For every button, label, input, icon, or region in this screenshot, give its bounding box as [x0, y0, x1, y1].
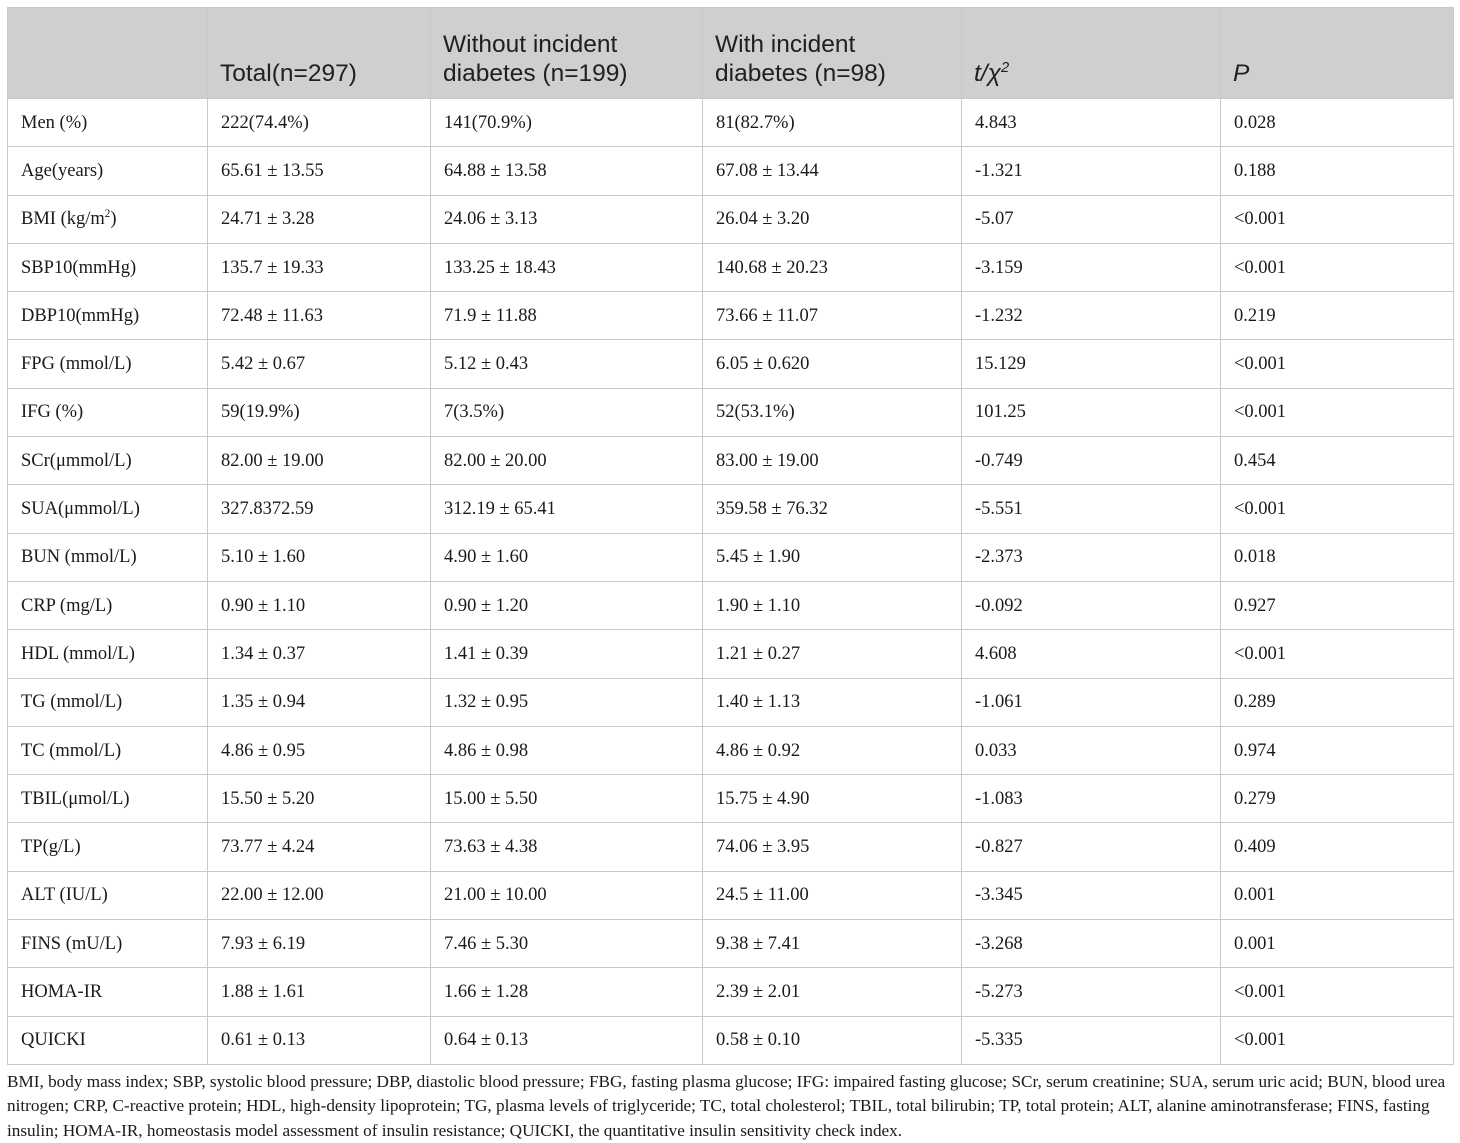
- row-label: DBP10(mmHg): [8, 292, 208, 340]
- cell-total: 4.86 ± 0.95: [208, 726, 431, 774]
- cell-total: 22.00 ± 12.00: [208, 871, 431, 919]
- cell-p: <0.001: [1221, 195, 1454, 243]
- table-row: [8, 99, 1454, 147]
- row-label-end: ): [110, 209, 117, 230]
- row-label: SBP10(mmHg): [8, 243, 208, 291]
- row-label-sup: 2: [104, 208, 111, 221]
- cell-stat: -0.827: [962, 823, 1221, 871]
- table-row: [8, 726, 1454, 774]
- header-p-value: [1221, 8, 1454, 99]
- table-row: [8, 292, 1454, 340]
- cell-with: 26.04 ± 3.20: [703, 195, 962, 243]
- cell-total: 59(19.9%): [208, 388, 431, 436]
- cell-with: 83.00 ± 19.00: [703, 437, 962, 485]
- row-label: FPG (mmol/L): [8, 340, 208, 388]
- cell-with: 73.66 ± 11.07: [703, 292, 962, 340]
- cell-total: 24.71 ± 3.28: [208, 195, 431, 243]
- cell-total: 327.8372.59: [208, 485, 431, 533]
- cell-with: 359.58 ± 76.32: [703, 485, 962, 533]
- table-row: [8, 630, 1454, 678]
- cell-total: 82.00 ± 19.00: [208, 437, 431, 485]
- cell-with: 74.06 ± 3.95: [703, 823, 962, 871]
- cell-with: 5.45 ± 1.90: [703, 533, 962, 581]
- table-row: [8, 437, 1454, 485]
- row-label: HOMA-IR: [8, 968, 208, 1016]
- cell-stat: -1.061: [962, 678, 1221, 726]
- cell-p: <0.001: [1221, 485, 1454, 533]
- row-label: HDL (mmol/L): [8, 630, 208, 678]
- cell-p: 0.289: [1221, 678, 1454, 726]
- cell-total: 5.42 ± 0.67: [208, 340, 431, 388]
- table-row: [8, 678, 1454, 726]
- cell-with: 67.08 ± 13.44: [703, 147, 962, 195]
- cell-without: 21.00 ± 10.00: [431, 871, 703, 919]
- cell-without: 1.41 ± 0.39: [431, 630, 703, 678]
- cell-without: 0.64 ± 0.13: [431, 1016, 703, 1064]
- cell-p: <0.001: [1221, 1016, 1454, 1064]
- cell-with: 1.90 ± 1.10: [703, 581, 962, 629]
- row-label: Men (%): [8, 99, 208, 147]
- table-footnote: BMI, body mass index; SBP, systolic blood pressure; DBP, diastolic blood pressure; FBG, fasting plasma glucose; IFG: impaired fasting glucose; SCr, serum creatinine; SUA, serum uric acid; BUN, blood urea nitrogen; CRP, C-reactive protein; HDL, high-density lipoprotein; TG, plasma levels of triglyceride; TC, total cholesterol; TBIL, total bilirubin; TP, total protein; ALT, alanine aminotransferase; FINS, fasting insulin; HOMA-IR, homeostasis model assessment of insulin resistance; QUICKI, the quantitative insulin sensitivity check index.: [7, 1071, 1446, 1140]
- cell-without: 4.90 ± 1.60: [431, 533, 703, 581]
- row-label: TC (mmol/L): [8, 726, 208, 774]
- row-label: [8, 195, 208, 243]
- cell-with: 6.05 ± 0.620: [703, 340, 962, 388]
- row-label: SCr(μmmol/L): [8, 437, 208, 485]
- cell-p: 0.974: [1221, 726, 1454, 774]
- cell-p: 0.018: [1221, 533, 1454, 581]
- cell-total: 65.61 ± 13.55: [208, 147, 431, 195]
- cell-with: 81(82.7%): [703, 99, 962, 147]
- cell-total: 222(74.4%): [208, 99, 431, 147]
- cell-total: 1.34 ± 0.37: [208, 630, 431, 678]
- cell-with: 24.5 ± 11.00: [703, 871, 962, 919]
- row-label-base: BMI (kg/m: [21, 209, 105, 230]
- header-test-statistic-label: t/χ: [974, 60, 1001, 87]
- cell-stat: -3.345: [962, 871, 1221, 919]
- row-label: ALT (IU/L): [8, 871, 208, 919]
- table-row: [8, 533, 1454, 581]
- header-variable: [8, 8, 208, 99]
- cell-without: 133.25 ± 18.43: [431, 243, 703, 291]
- cell-total: 7.93 ± 6.19: [208, 920, 431, 968]
- cell-with: 52(53.1%): [703, 388, 962, 436]
- cell-stat: -5.07: [962, 195, 1221, 243]
- cell-total: 73.77 ± 4.24: [208, 823, 431, 871]
- cell-without: 7.46 ± 5.30: [431, 920, 703, 968]
- cell-without: 24.06 ± 3.13: [431, 195, 703, 243]
- table-row: [8, 195, 1454, 243]
- cell-total: 1.88 ± 1.61: [208, 968, 431, 1016]
- cell-p: <0.001: [1221, 968, 1454, 1016]
- cell-without: 141(70.9%): [431, 99, 703, 147]
- table-row: [8, 581, 1454, 629]
- cell-p: <0.001: [1221, 630, 1454, 678]
- cell-p: 0.001: [1221, 871, 1454, 919]
- cell-stat: -0.092: [962, 581, 1221, 629]
- header-row: [8, 8, 1454, 99]
- cell-with: 140.68 ± 20.23: [703, 243, 962, 291]
- cell-stat: -1.232: [962, 292, 1221, 340]
- cell-stat: 15.129: [962, 340, 1221, 388]
- row-label: TBIL(μmol/L): [8, 775, 208, 823]
- cell-with: 1.21 ± 0.27: [703, 630, 962, 678]
- cell-without: 4.86 ± 0.98: [431, 726, 703, 774]
- cell-stat: -5.551: [962, 485, 1221, 533]
- row-label: QUICKI: [8, 1016, 208, 1064]
- cell-p: 0.927: [1221, 581, 1454, 629]
- row-label: IFG (%): [8, 388, 208, 436]
- cell-stat: -5.273: [962, 968, 1221, 1016]
- table-row: [8, 775, 1454, 823]
- cell-stat: -3.159: [962, 243, 1221, 291]
- cell-without: 15.00 ± 5.50: [431, 775, 703, 823]
- cell-p: 0.279: [1221, 775, 1454, 823]
- header-total: Total(n=297): [208, 8, 431, 99]
- cell-without: 5.12 ± 0.43: [431, 340, 703, 388]
- cell-stat: -0.749: [962, 437, 1221, 485]
- cell-total: 0.90 ± 1.10: [208, 581, 431, 629]
- cell-with: 2.39 ± 2.01: [703, 968, 962, 1016]
- cell-p: 0.219: [1221, 292, 1454, 340]
- cell-stat: 4.608: [962, 630, 1221, 678]
- table-row: [8, 243, 1454, 291]
- row-label: TP(g/L): [8, 823, 208, 871]
- table-row: [8, 1016, 1454, 1064]
- table-row: [8, 871, 1454, 919]
- cell-total: 0.61 ± 0.13: [208, 1016, 431, 1064]
- cell-total: 15.50 ± 5.20: [208, 775, 431, 823]
- cell-without: 0.90 ± 1.20: [431, 581, 703, 629]
- cell-p: 0.188: [1221, 147, 1454, 195]
- cell-total: 5.10 ± 1.60: [208, 533, 431, 581]
- cell-stat: 101.25: [962, 388, 1221, 436]
- cell-p: 0.454: [1221, 437, 1454, 485]
- cell-without: 71.9 ± 11.88: [431, 292, 703, 340]
- table-container: [7, 7, 1453, 1143]
- cell-with: 15.75 ± 4.90: [703, 775, 962, 823]
- cell-without: 312.19 ± 65.41: [431, 485, 703, 533]
- header-test-statistic: [962, 8, 1221, 99]
- cell-with: 0.58 ± 0.10: [703, 1016, 962, 1064]
- cell-stat: 4.843: [962, 99, 1221, 147]
- cell-without: 64.88 ± 13.58: [431, 147, 703, 195]
- cell-stat: 0.033: [962, 726, 1221, 774]
- cell-without: 1.66 ± 1.28: [431, 968, 703, 1016]
- table-header: [8, 8, 1454, 99]
- table-row: [8, 823, 1454, 871]
- cell-total: 72.48 ± 11.63: [208, 292, 431, 340]
- table-row: [8, 340, 1454, 388]
- cell-stat: -2.373: [962, 533, 1221, 581]
- table-row: [8, 920, 1454, 968]
- cell-with: 1.40 ± 1.13: [703, 678, 962, 726]
- cell-p: 0.409: [1221, 823, 1454, 871]
- cell-with: 4.86 ± 0.92: [703, 726, 962, 774]
- row-label: TG (mmol/L): [8, 678, 208, 726]
- row-label: FINS (mU/L): [8, 920, 208, 968]
- table-row: [8, 388, 1454, 436]
- cell-p: 0.028: [1221, 99, 1454, 147]
- baseline-characteristics-table: [7, 7, 1454, 1065]
- cell-p: <0.001: [1221, 340, 1454, 388]
- row-label: SUA(μmmol/L): [8, 485, 208, 533]
- row-label: Age(years): [8, 147, 208, 195]
- table-row: [8, 485, 1454, 533]
- cell-without: 7(3.5%): [431, 388, 703, 436]
- header-p-label: P: [1233, 60, 1250, 87]
- cell-total: 1.35 ± 0.94: [208, 678, 431, 726]
- cell-stat: -3.268: [962, 920, 1221, 968]
- cell-p: 0.001: [1221, 920, 1454, 968]
- cell-stat: -1.321: [962, 147, 1221, 195]
- table-row: [8, 147, 1454, 195]
- header-without-diabetes: Without incident diabetes (n=199): [431, 8, 703, 99]
- cell-p: <0.001: [1221, 243, 1454, 291]
- cell-with: 9.38 ± 7.41: [703, 920, 962, 968]
- row-label: BUN (mmol/L): [8, 533, 208, 581]
- cell-stat: -1.083: [962, 775, 1221, 823]
- header-with-diabetes: With incident diabetes (n=98): [703, 8, 962, 99]
- cell-without: 82.00 ± 20.00: [431, 437, 703, 485]
- cell-stat: -5.335: [962, 1016, 1221, 1064]
- row-label: CRP (mg/L): [8, 581, 208, 629]
- cell-total: 135.7 ± 19.33: [208, 243, 431, 291]
- table-body: [8, 99, 1454, 1065]
- cell-without: 1.32 ± 0.95: [431, 678, 703, 726]
- cell-without: 73.63 ± 4.38: [431, 823, 703, 871]
- cell-p: <0.001: [1221, 388, 1454, 436]
- table-row: [8, 968, 1454, 1016]
- header-test-statistic-sup: 2: [1001, 59, 1010, 76]
